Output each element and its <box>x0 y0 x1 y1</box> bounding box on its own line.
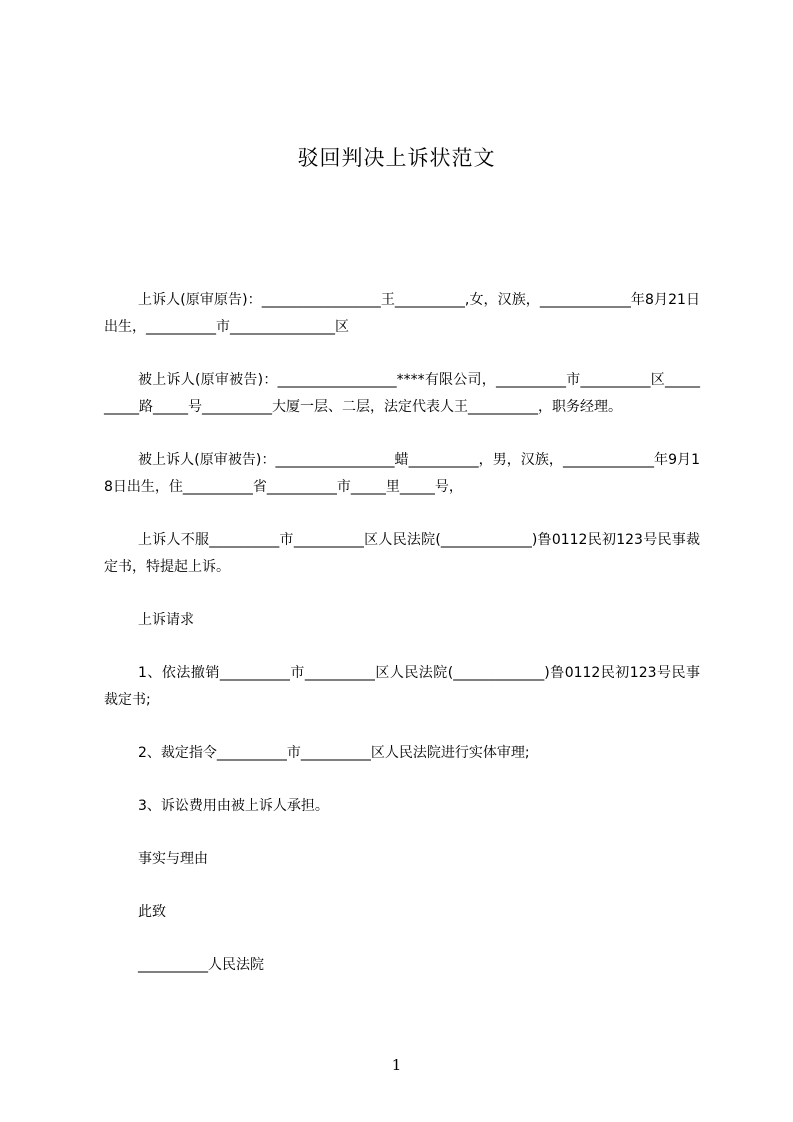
request-item-1: 1、依法撤销__________市__________区人民法院(_____________)鲁0112民初123号民事裁定书; <box>104 665 700 708</box>
page-number: 1 <box>391 1056 402 1074</box>
document-body <box>104 287 700 1005</box>
paragraph-appellee-person: 被上诉人(原审被告)：_________________蜡__________，男，汉族，_____________年9月18日出生，住__________省__________市_____里_____号， <box>104 452 700 495</box>
document-title: 驳回判决上诉状范文 <box>297 146 496 170</box>
paragraph-appellee-company: 被上诉人(原审被告)：_________________****有限公司，__________市__________区__________路_____号__________大厦一层、二层，法定代表人王__________，职务经理。 <box>104 372 700 415</box>
request-item-3: 3、诉讼费用由被上诉人承担。 <box>138 798 329 814</box>
paragraph-appellant: 上诉人(原审原告)：_________________王__________,女，汉族，_____________年8月21日出生，__________市_______________区 <box>104 292 700 335</box>
closing-salutation: 此致 <box>138 904 166 920</box>
court-addressee: __________人民法院 <box>138 957 264 973</box>
heading-facts-reasons: 事实与理由 <box>138 851 208 867</box>
paragraph-appeal-statement: 上诉人不服__________市__________区人民法院(_____________)鲁0112民初123号民事裁定书，特提起上诉。 <box>104 532 700 575</box>
request-item-2: 2、裁定指令__________市__________区人民法院进行实体审理; <box>138 745 530 761</box>
heading-appeal-requests: 上诉请求 <box>138 612 194 628</box>
